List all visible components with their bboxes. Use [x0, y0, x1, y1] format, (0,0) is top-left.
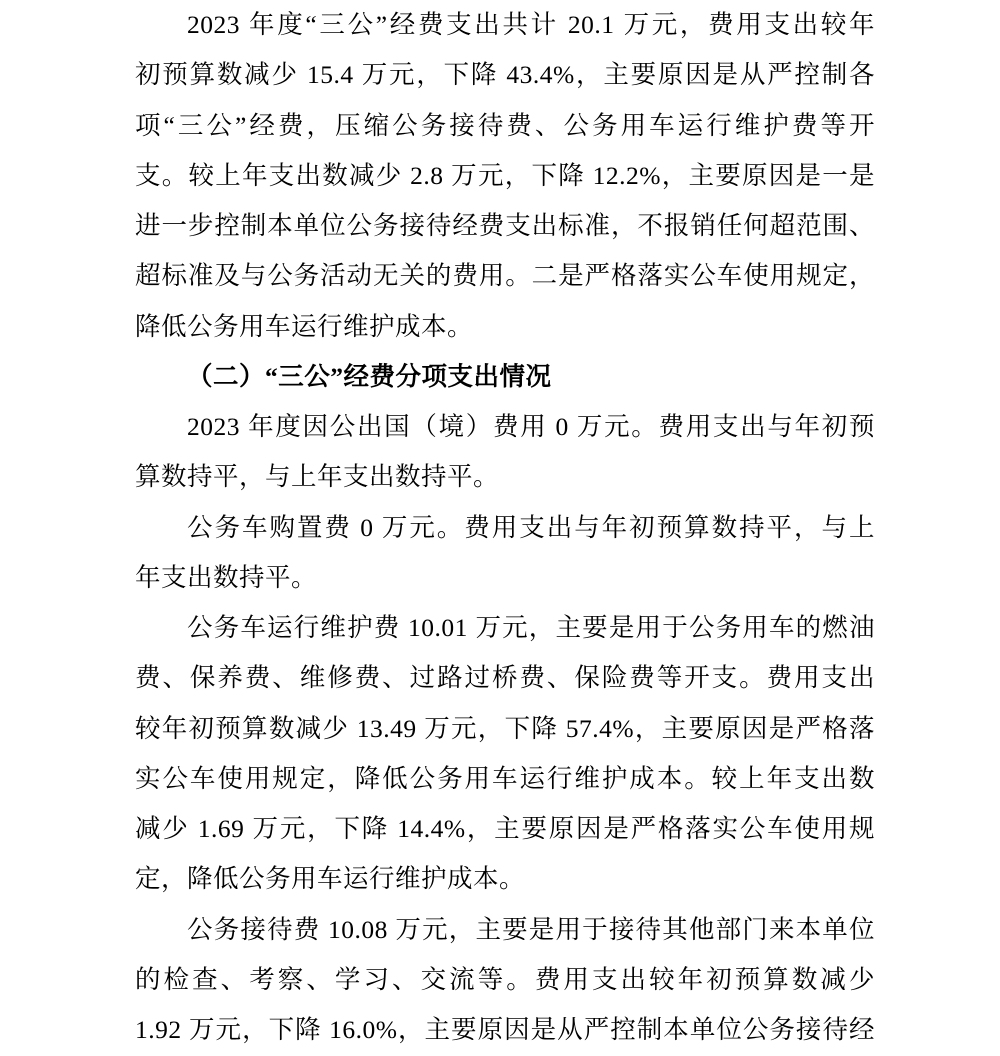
text-line: 降低公务用车运行维护成本。	[135, 311, 474, 341]
text-line: 的检查、考察、学习、交流等。费用支出较年初预算数减少	[135, 964, 875, 994]
text-line: 1.92 万元，下降 16.0%，主要原因是从严控制本单位公务接待经	[135, 1015, 875, 1044]
text-line: 超标准及与公务活动无关的费用。二是严格落实公车使用规定，	[135, 261, 875, 291]
text-line: 实公车使用规定，降低公务用车运行维护成本。较上年支出数	[135, 763, 875, 793]
text-line: 定，降低公务用车运行维护成本。	[135, 864, 526, 894]
text-line: 减少 1.69 万元，下降 14.4%，主要原因是严格落实公车使用规	[135, 814, 875, 843]
text-line: 算数持平，与上年支出数持平。	[135, 462, 500, 492]
text-line: 年支出数持平。	[135, 562, 318, 592]
text-line: 费、保养费、维修费、过路过桥费、保险费等开支。费用支出	[135, 663, 875, 693]
text-line: 2023 年度“三公”经费支出共计 20.1 万元，费用支出较年	[187, 10, 875, 39]
text-line: 公务接待费 10.08 万元，主要是用于接待其他部门来本单位	[187, 914, 875, 944]
text-line: 初预算数减少 15.4 万元，下降 43.4%，主要原因是从严控制各	[135, 60, 875, 90]
text-line: 公务车运行维护费 10.01 万元，主要是用于公务用车的燃油	[187, 613, 875, 642]
paragraph	[135, 0, 875, 352]
section-heading: （二）“三公”经费分项支出情况	[187, 361, 552, 391]
text-line: 2023 年度因公出国（境）费用 0 万元。费用支出与年初预	[187, 412, 875, 441]
text-line: 较年初预算数减少 13.49 万元，下降 57.4%，主要原因是严格落	[135, 713, 875, 743]
document-body	[135, 0, 875, 1055]
paragraph	[135, 905, 875, 1056]
text-line: 支。较上年支出数减少 2.8 万元，下降 12.2%，主要原因是一是	[135, 160, 875, 190]
paragraph	[135, 503, 875, 604]
text-line: 项“三公”经费，压缩公务接待费、公务用车运行维护费等开	[135, 110, 875, 140]
text-line: 公务车购置费 0 万元。费用支出与年初预算数持平，与上	[187, 512, 875, 542]
paragraph	[135, 402, 875, 503]
paragraph	[135, 603, 875, 905]
text-line: 进一步控制本单位公务接待经费支出标准，不报销任何超范围、	[135, 211, 875, 240]
